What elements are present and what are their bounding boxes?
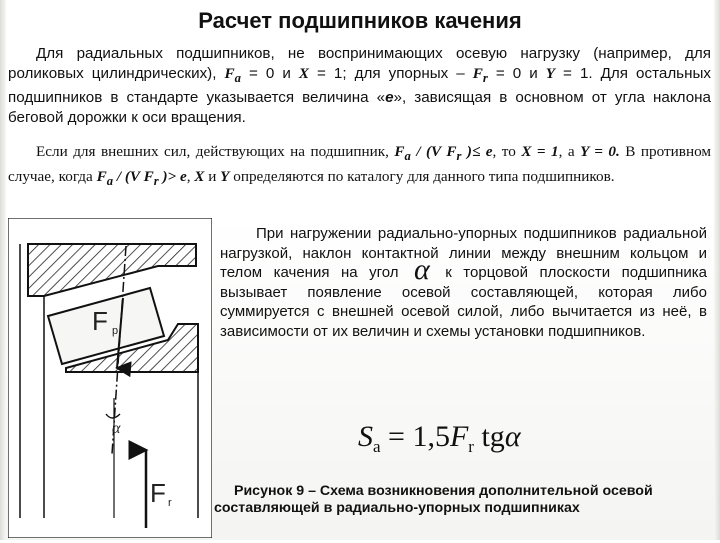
slide-frame-left bbox=[0, 0, 6, 540]
axial-component-formula: $S_a = 1,5F_r$ tgα bbox=[358, 420, 521, 456]
fp-label: F bbox=[92, 306, 108, 336]
figure-caption: Рисунок 9 – Схема возникновения дополнительной осевой составляющей в радиально-упорных подшипниках bbox=[214, 483, 653, 516]
slide-title: Расчет подшипников качения bbox=[198, 8, 522, 33]
fr-label: F bbox=[150, 478, 166, 508]
bearing-diagram bbox=[8, 218, 212, 543]
slide-frame-right bbox=[714, 0, 720, 540]
paragraph-radial-bearings: Для радиальных подшипников, не воспринимающих осевую нагрузку (например, для роликовых цилиндрических), $F_a = 0$ и X = 1; для упорных – $F_r = 0$ и Y = 1. Для остальных подшипников в стандарте указывается величина «e», зависящая в основном от угла наклона беговой дорожки к оси вращения. bbox=[8, 45, 711, 126]
paragraph-angular-contact: При нагружении радиально-упорных подшипников радиальной нагрузкой, наклон контактной линии между внешним кольцом и телом качения на угол α к торцовой плоскости подшипника вызывает появление осевой составляющей, которая либо суммируется с внешней осевой силой, либо вычитается из неё, в зависимости от их величин и схемы установки подшипников. bbox=[220, 225, 708, 340]
alpha-label: α bbox=[112, 420, 121, 437]
fp-label-sub: p bbox=[112, 325, 119, 337]
paragraph-load-condition: Если для внешних сил, действующих на подшипник, $F_a / (V$ $F_r$ )≤ e, то X = 1, а Y = 0. В противном случае, когда $F_a / (V$ $F_r$ )> e, X и Y определяются по каталогу для данного типа подшипников. bbox=[8, 143, 711, 188]
bearing-diagram-svg bbox=[8, 218, 212, 538]
alpha-symbol: α bbox=[414, 253, 430, 287]
fr-label-sub: r bbox=[168, 497, 172, 509]
